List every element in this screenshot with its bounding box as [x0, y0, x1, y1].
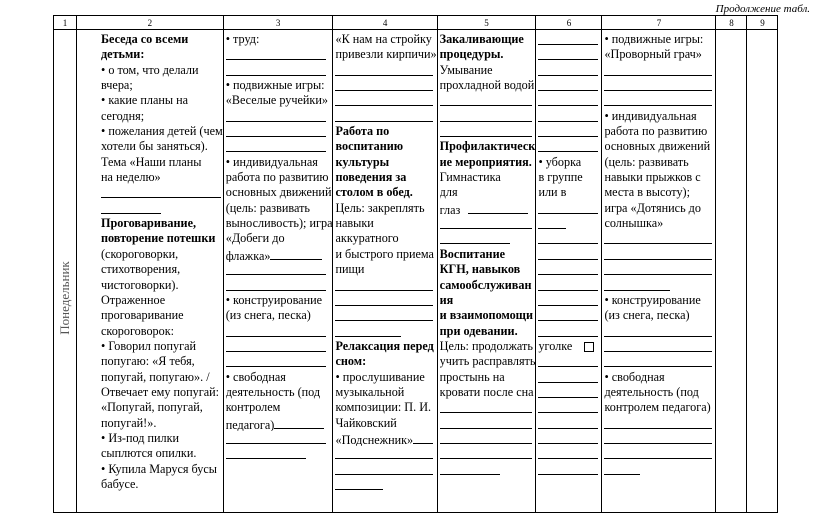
text-line: привезли кирпичи»	[335, 47, 437, 62]
header-cell: 3	[223, 16, 333, 30]
blank-line	[538, 400, 601, 415]
blank-line	[440, 431, 536, 446]
blank-line	[538, 262, 601, 277]
text-line: «Веселые ручейки»	[225, 93, 328, 108]
blank-line	[335, 324, 436, 339]
text-line: • уборка	[538, 154, 582, 169]
text-line: • Из-под пилки	[101, 430, 180, 445]
blank-line	[604, 93, 715, 108]
blank-line	[538, 93, 601, 108]
blank-line	[604, 231, 715, 246]
text-line: и быстрого приема	[335, 246, 434, 261]
blank-line	[604, 339, 715, 354]
text-line: солнышка»	[604, 216, 664, 231]
text-line: • свободная	[225, 369, 286, 384]
header-cell: 5	[437, 16, 536, 30]
blank-line	[538, 78, 601, 93]
header-cell: 2	[77, 16, 224, 30]
text-line: флажка»	[226, 247, 333, 262]
blank-line	[440, 93, 536, 108]
text-line: • подвижные игры:	[225, 78, 325, 93]
text-line: Воспитание	[439, 246, 506, 261]
blank-line	[538, 308, 601, 323]
health-procedures-cell	[437, 30, 536, 513]
blank-line	[335, 63, 436, 78]
text-line: вчера;	[101, 78, 133, 93]
blank-line	[335, 462, 436, 477]
blank-line	[226, 354, 333, 369]
blank-line	[335, 308, 436, 323]
text-line: «Подснежник»	[335, 431, 436, 446]
text-line: глаз	[440, 201, 536, 216]
text-line: столом в обед.	[335, 185, 413, 200]
blank-line	[440, 462, 536, 477]
empty-cell	[716, 30, 747, 513]
text-line: Закаливающие	[439, 32, 524, 46]
text-line: и взаимопомощи	[439, 308, 533, 323]
blank-line	[335, 477, 436, 492]
blank-line	[538, 354, 601, 369]
blank-line	[440, 216, 536, 231]
text-line: воспитанию	[335, 139, 404, 154]
text-line: • индивидуальная	[604, 108, 697, 123]
header-cell: 6	[536, 16, 602, 30]
text-line: чистоговорки).	[101, 277, 179, 292]
blank-line	[226, 47, 333, 62]
blank-line	[538, 446, 601, 461]
header-cell: 4	[333, 16, 437, 30]
text-line: самообслуживан	[439, 277, 532, 292]
blank-line	[226, 124, 333, 139]
checkbox-icon	[584, 342, 594, 352]
blank-line	[335, 109, 436, 124]
text-line: основных движений	[604, 139, 711, 154]
text-line: ия	[439, 292, 454, 307]
blank-line	[226, 324, 333, 339]
text-line: • конструирование	[225, 292, 323, 307]
blank-line	[604, 278, 715, 293]
blank-line	[538, 247, 601, 262]
text-line: основных движений	[225, 185, 332, 200]
blank-line	[604, 78, 715, 93]
text-line: работа по развитию	[604, 124, 708, 139]
text-line: ие мероприятия.	[439, 154, 532, 169]
text-line: Умывание	[439, 62, 493, 77]
text-line: уголке	[538, 339, 601, 354]
blank-line	[538, 278, 601, 293]
text-line: • индивидуальная	[225, 154, 318, 169]
header-row	[54, 16, 778, 30]
blank-line	[604, 354, 715, 369]
blank-line	[604, 324, 715, 339]
blank-line	[440, 109, 536, 124]
text-line: хотели бы заняться).	[101, 139, 208, 154]
text-line: (из снега, песка)	[604, 308, 690, 323]
blank-line	[538, 385, 601, 400]
text-line: на неделю»	[101, 170, 161, 185]
text-line: • подвижные игры:	[604, 32, 704, 46]
text-line: • о том, что делали	[101, 62, 199, 77]
text-line: процедуры.	[439, 47, 504, 62]
blank-line	[226, 262, 333, 277]
blank-line	[604, 63, 715, 78]
text-line: работа по развитию	[225, 170, 329, 185]
text-line: Беседа со всеми	[101, 32, 189, 46]
blank-line	[226, 139, 333, 154]
text-line: проговаривание	[101, 308, 184, 323]
text-line: места в высоту);	[604, 185, 690, 200]
blank-line	[538, 431, 601, 446]
labor-cell	[536, 30, 602, 513]
text-line: выносливость); игра	[225, 216, 333, 231]
text-line: прохладной водой	[439, 78, 535, 93]
blank-line	[226, 278, 333, 293]
text-line: сыплются опилки.	[101, 446, 197, 461]
blank-line	[226, 109, 333, 124]
day-cell	[54, 30, 77, 513]
continuation-note: Продолжение табл.	[715, 3, 810, 15]
blank-line	[226, 339, 333, 354]
text-line: навыки прыжков с	[604, 170, 701, 185]
text-line: композиции: П. И.	[335, 400, 432, 415]
header-cell: 7	[602, 16, 716, 30]
text-line: • прослушивание	[335, 369, 425, 384]
blank-line	[538, 109, 601, 124]
blank-line	[604, 416, 715, 431]
text-line: Гимнастика	[439, 170, 501, 185]
blank-line	[604, 247, 715, 262]
blank-line	[538, 416, 601, 431]
text-line: КГН, навыков	[439, 262, 521, 277]
text-line: сегодня;	[101, 108, 145, 123]
text-line: • пожелания детей (чем	[101, 124, 223, 139]
day-name: Понедельник	[57, 261, 72, 335]
text-line: • конструирование	[604, 292, 701, 307]
blank-line	[226, 431, 333, 446]
text-line: поведения за	[335, 170, 407, 185]
text-line: сном:	[335, 354, 367, 369]
text-line: контролем педагога)	[604, 400, 711, 415]
text-line: • труд:	[225, 32, 260, 46]
blank-line	[538, 201, 601, 216]
blank-line	[226, 63, 333, 78]
text-line: попугай!».	[101, 415, 157, 430]
blank-line	[538, 293, 601, 308]
text-line: • какие планы на	[101, 93, 189, 108]
text-line: попугай, попугаю». /	[101, 369, 210, 384]
blank-line	[538, 324, 601, 339]
text-line: деятельность (под	[225, 384, 321, 399]
empty-cell	[747, 30, 778, 513]
blank-line	[538, 231, 601, 246]
plan-table	[53, 15, 778, 513]
text-line: Цель: продолжать	[439, 338, 533, 353]
blank-line	[335, 278, 436, 293]
blank-line	[538, 124, 601, 139]
blank-line	[604, 431, 715, 446]
text-line: Профилактическ	[439, 139, 536, 154]
text-line: (цель: развивать	[225, 200, 310, 215]
text-line: для	[439, 185, 458, 200]
blank-line	[226, 446, 333, 461]
blank-line	[440, 124, 536, 139]
blank-line	[538, 139, 601, 154]
blank-line	[335, 93, 436, 108]
blank-line	[604, 462, 715, 477]
text-line: стихотворения,	[101, 262, 181, 277]
text-line: музыкальной	[335, 384, 405, 399]
text-line: • Купила Маруся бусы	[101, 461, 217, 476]
blank-line	[538, 32, 601, 47]
blank-line	[101, 201, 223, 216]
text-line: деятельность (под	[604, 384, 699, 399]
blank-line	[538, 462, 601, 477]
text-line: аккуратного	[335, 231, 399, 246]
text-line: учить расправлять	[439, 354, 536, 369]
blank-line	[101, 185, 223, 200]
text-line: Отвечает ему попугай:	[101, 384, 220, 399]
text-line: педагога)	[226, 416, 333, 431]
text-line: Цель: закреплять	[335, 200, 425, 215]
text-line: Тема «Наши планы	[101, 154, 202, 169]
text-line: • Говорил попугай	[101, 338, 197, 353]
evening-walk-cell	[602, 30, 716, 513]
blank-line	[335, 293, 436, 308]
text-line: «Проворный грач»	[604, 47, 702, 62]
text-line: навыки	[335, 216, 374, 231]
text-line: Проговаривание,	[101, 216, 197, 231]
text-line: в группе	[538, 170, 583, 185]
text-line: «Попугай, попугай,	[101, 400, 203, 415]
header-cell: 8	[716, 16, 747, 30]
text-line: (скороговорки,	[101, 246, 179, 261]
text-line: • свободная	[604, 369, 665, 384]
blank-line	[538, 216, 601, 231]
text-line: (цель: развивать	[604, 154, 689, 169]
text-line: скороговорок:	[101, 323, 175, 338]
header-cell: 9	[747, 16, 778, 30]
blank-line	[604, 446, 715, 461]
blank-line	[538, 63, 601, 78]
text-line: игра «Дотянись до	[604, 200, 701, 215]
blank-line	[335, 446, 436, 461]
blank-line	[440, 231, 536, 246]
blank-line	[440, 400, 536, 415]
text-line: Работа по	[335, 124, 390, 139]
blank-line	[335, 78, 436, 93]
routine-work-cell	[333, 30, 437, 513]
blank-line	[538, 47, 601, 62]
walk-activities-cell	[223, 30, 333, 513]
text-line: кровати после сна	[439, 384, 534, 399]
text-line: попугаю: «Я тебя,	[101, 354, 195, 369]
text-line: пищи	[335, 262, 365, 277]
text-line: бабусе.	[101, 476, 139, 491]
text-line: простынь на	[439, 369, 505, 384]
text-line: Чайковский	[335, 415, 397, 430]
text-line: детьми:	[101, 47, 145, 62]
blank-line	[440, 446, 536, 461]
text-line: культуры	[335, 154, 390, 169]
text-line: Отраженное	[101, 292, 166, 307]
text-line: «К нам на стройку	[335, 32, 432, 46]
text-line: повторение потешки	[101, 231, 216, 246]
blank-line	[440, 416, 536, 431]
text-line: контролем	[225, 400, 281, 415]
conversation-cell	[77, 30, 224, 513]
text-line: (из снега, песка)	[225, 308, 311, 323]
text-line: или в	[538, 185, 567, 200]
text-line: при одевании.	[439, 323, 518, 338]
text-line: Релаксация перед	[335, 338, 434, 353]
text-line: «Добеги до	[225, 231, 285, 246]
blank-line	[538, 370, 601, 385]
header-cell: 1	[54, 16, 77, 30]
day-row	[54, 30, 778, 513]
blank-line	[604, 262, 715, 277]
